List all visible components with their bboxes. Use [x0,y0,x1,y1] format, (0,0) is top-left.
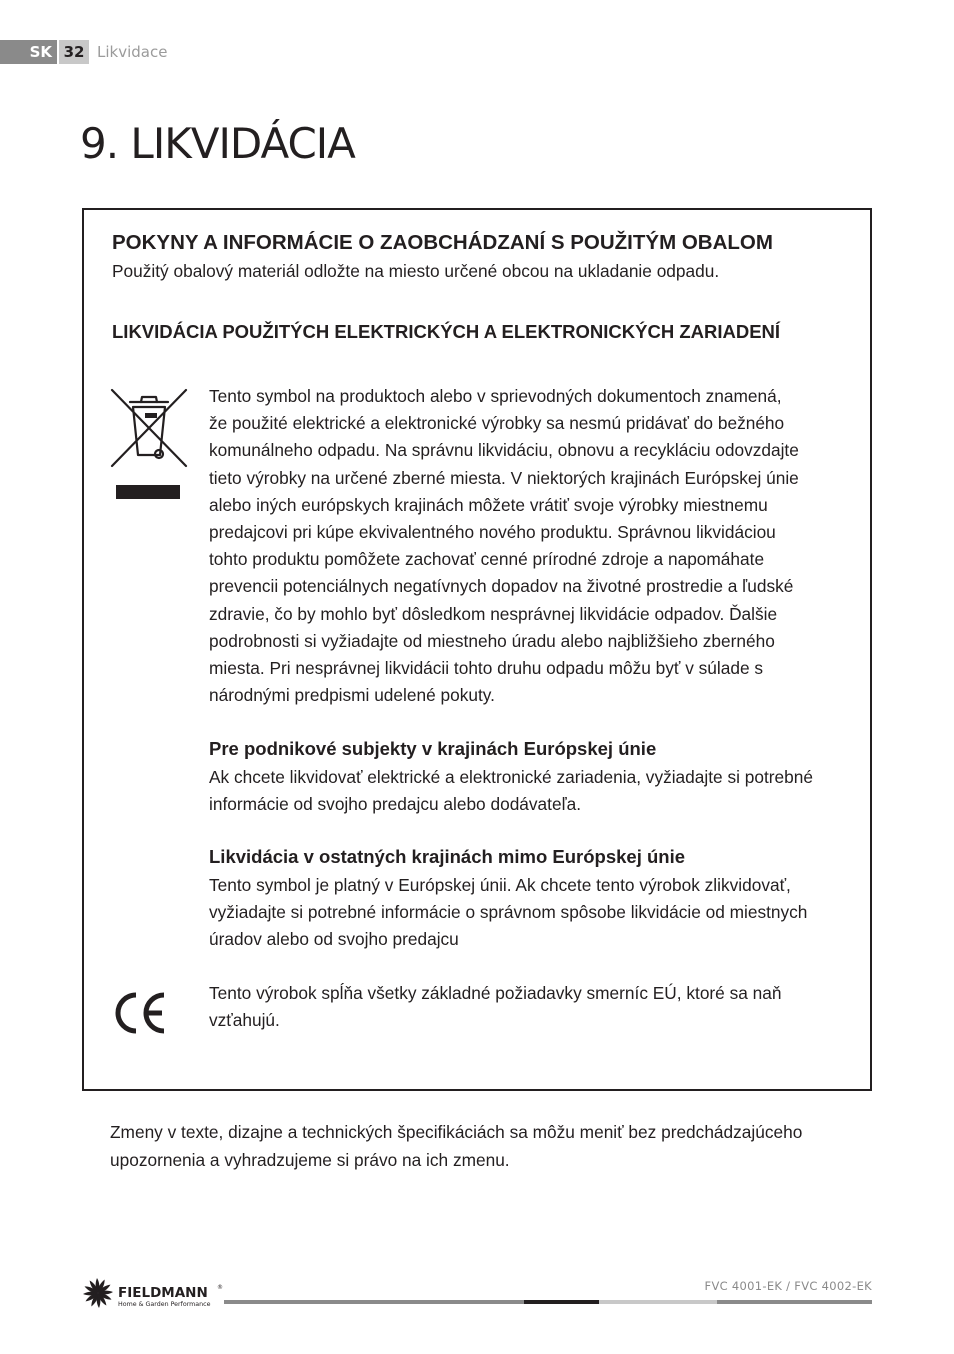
business-subjects-paragraph [209,764,813,818]
text-line: Tento výrobok spĺňa všetky základné požiadavky smerníc EÚ, ktoré sa naň [209,983,782,1003]
text-line: že použité elektrické a elektronické výrobky sa nesmú pridávať do bežného [209,413,785,434]
ce-mark-icon [110,990,170,1036]
divider-segment [224,1300,524,1304]
crossed-out-wheeled-bin-icon [110,388,188,502]
divider-segment [524,1300,599,1304]
text-line: tohto produktu pomôžete zachovať cenné prírodné zdroje a napomáhate [209,549,765,570]
text-line: vyžiadajte si potrebné informácie o správnom spôsobe likvidácie od miestnych [209,902,808,923]
text-line: informácie od svojho predajcu alebo dodávateľa. [209,794,582,815]
text-line: úradov alebo od svojho predajcu [209,929,459,950]
pinwheel-icon [83,1278,113,1308]
business-subjects-heading: Pre podnikové subjekty v krajinách Európskej únie [209,738,657,759]
footer-divider [224,1300,872,1305]
text-line: Tento symbol na produktoch alebo v sprievodných dokumentoch znamená, [209,386,782,406]
text-line: komunálneho odpadu. Na správnu likvidáciu, obnovu a recykláciu odovzdajte [209,440,799,461]
page-number: 32 [59,40,89,64]
ce-compliance-paragraph [209,980,781,1034]
brand-name: FIELDMANN [118,1285,208,1301]
text-line: vzťahujú. [209,1010,280,1031]
packaging-text: Použitý obalový materiál odložte na miesto určené obcou na ukladanie odpadu. [112,261,720,281]
changes-notice [110,1118,802,1174]
outside-eu-heading: Likvidácia v ostatných krajinách mimo Európskej únie [209,846,686,867]
text-line: alebo iných európskych krajinách môžete vrátiť svoje výrobky miestnemu [209,494,768,515]
weee-paragraph [209,383,799,709]
divider-segment [717,1300,872,1304]
text-line: Tento symbol je platný v Európskej únii. Ak chcete tento výrobok zlikvidovať, [209,875,791,895]
packaging-heading: POKYNY A INFORMÁCIE O ZAOBCHÁDZANÍ S POUŽITÝM OBALOM [112,231,773,254]
text-line: upozornenia a vyhradzujeme si právo na ich zmenu. [110,1150,510,1170]
brand-tagline: Home & Garden Performance [118,1301,211,1308]
model-number: FVC 4001-EK / FVC 4002-EK [704,1279,872,1293]
page-title: 9. LIKVIDÁCIA [80,119,355,168]
weee-heading: LIKVIDÁCIA POUŽITÝCH ELEKTRICKÝCH A ELEKTRONICKÝCH ZARIADENÍ [112,321,781,342]
outside-eu-paragraph [209,872,807,954]
divider-segment [599,1300,717,1304]
text-line: národnými predpismi udelené pokuty. [209,685,495,706]
fieldmann-logo [80,1276,225,1314]
trademark-symbol: ® [217,1284,223,1291]
text-line: Ak chcete likvidovať elektrické a elektronické zariadenia, vyžiadajte si potrebné [209,767,813,787]
language-tag: SK [0,40,57,64]
text-line: Zmeny v texte, dizajne a technických špecifikáciách sa môžu meniť bez predchádzajúceho [110,1122,803,1142]
text-line: tieto výrobky na určené zberné miesta. V niektorých krajinách Európskej únie [209,467,799,488]
text-line: miesta. Pri nesprávnej likvidácii tohto druhu odpadu môžu byť v súlade s [209,658,764,679]
text-line: predajcovi pri kúpe ekvivalentného nového produktu. Správnou likvidáciou [209,522,776,543]
text-line: zdravie, čo by mohlo byť dôsledkom nesprávnej likvidácie odpadov. Ďalšie [209,603,778,624]
disposal-info-box [82,208,872,1091]
text-line: podrobnosti si vyžiadajte od miestneho úradu alebo najbližšieho zberného [209,630,775,651]
text-line: prevencii potenciálnych negatívnych dopadov na životné prostredie a ľudské [209,576,794,597]
section-name: Likvidace [97,43,168,61]
